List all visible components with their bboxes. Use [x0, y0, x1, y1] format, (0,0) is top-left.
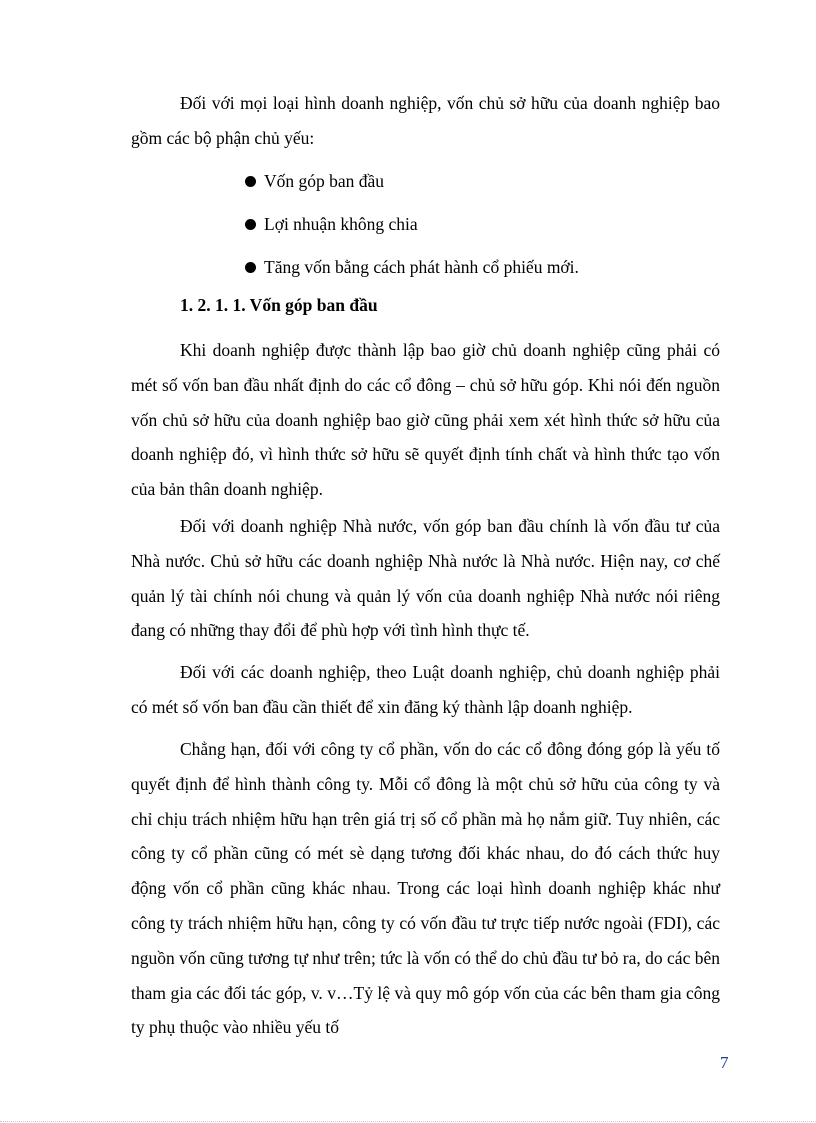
paragraph: Chẳng hạn, đối với công ty cổ phần, vốn do các cổ đông đóng góp là yếu tố quyết định để hình thành công ty. Mỗi cổ đông là một chủ sở hữu của công ty và chỉ chịu trách nhiệm hữu hạn trên giá trị số cổ phần mà họ nắm giữ. Tuy nhiên, các công ty cổ phần cũng có mét sè dạng tương đối khác nhau, do đó cách thức huy động vốn cổ phần cũng khác nhau. Trong các loại hình doanh nghiệp khác như công ty trách nhiệm hữu hạn, công ty có vốn đầu tư trực tiếp nước ngoài (FDI), các nguồn vốn cũng tương tự như trên; tức là vốn có thể do chủ đầu tư bỏ ra, do các bên tham gia các đối tác góp, v. v…Tỷ lệ và quy mô góp vốn của các bên tham gia công ty phụ thuộc vào nhiều yếu tố [131, 739, 720, 1038]
bullet-icon [245, 262, 256, 273]
bullet-list [245, 160, 579, 289]
bullet-text: Vốn góp ban đầu [264, 171, 385, 191]
bullet-icon [245, 176, 256, 187]
bullet-text: Lợi nhuận không chia [264, 214, 418, 234]
list-item [245, 246, 579, 289]
list-item [245, 203, 579, 246]
list-item [245, 160, 579, 203]
bullet-text: Tăng vốn bằng cách phát hành cổ phiếu mới. [264, 257, 579, 277]
page-number: 7 [720, 1053, 729, 1072]
bullet-icon [245, 219, 256, 230]
intro-paragraph: Đối với mọi loại hình doanh nghiệp, vốn chủ sở hữu của doanh nghiệp bao gồm các bộ phận chủ yếu: [131, 93, 720, 148]
paragraph: Đối với doanh nghiệp Nhà nước, vốn góp ban đầu chính là vốn đầu tư của Nhà nước. Chủ sở hữu các doanh nghiệp Nhà nước là Nhà nước. Hiện nay, cơ chế quản lý tài chính nói chung và quản lý vốn của doanh nghiệp Nhà nước nói riêng đang có những thay đổi để phù hợp với tình hình thực tế. [131, 516, 720, 641]
paragraph: Đối với các doanh nghiệp, theo Luật doanh nghiệp, chủ doanh nghiệp phải có mét số vốn ban đầu cần thiết để xin đăng ký thành lập doanh nghiệp. [131, 662, 720, 717]
section-heading: 1. 2. 1. 1. Vốn góp ban đầu [180, 295, 378, 315]
page-bottom-divider [0, 1121, 816, 1122]
paragraph: Khi doanh nghiệp được thành lập bao giờ chủ doanh nghiệp cũng phải có mét số vốn ban đầu nhất định do các cổ đông – chủ sở hữu góp. Khi nói đến nguồn vốn chủ sở hữu của doanh nghiệp bao giờ cũng phải xem xét hình thức sở hữu của doanh nghiệp đó, vì hình thức sở hữu sẽ quyết định tính chất và hình thức tạo vốn của bản thân doanh nghiệp. [131, 340, 720, 500]
